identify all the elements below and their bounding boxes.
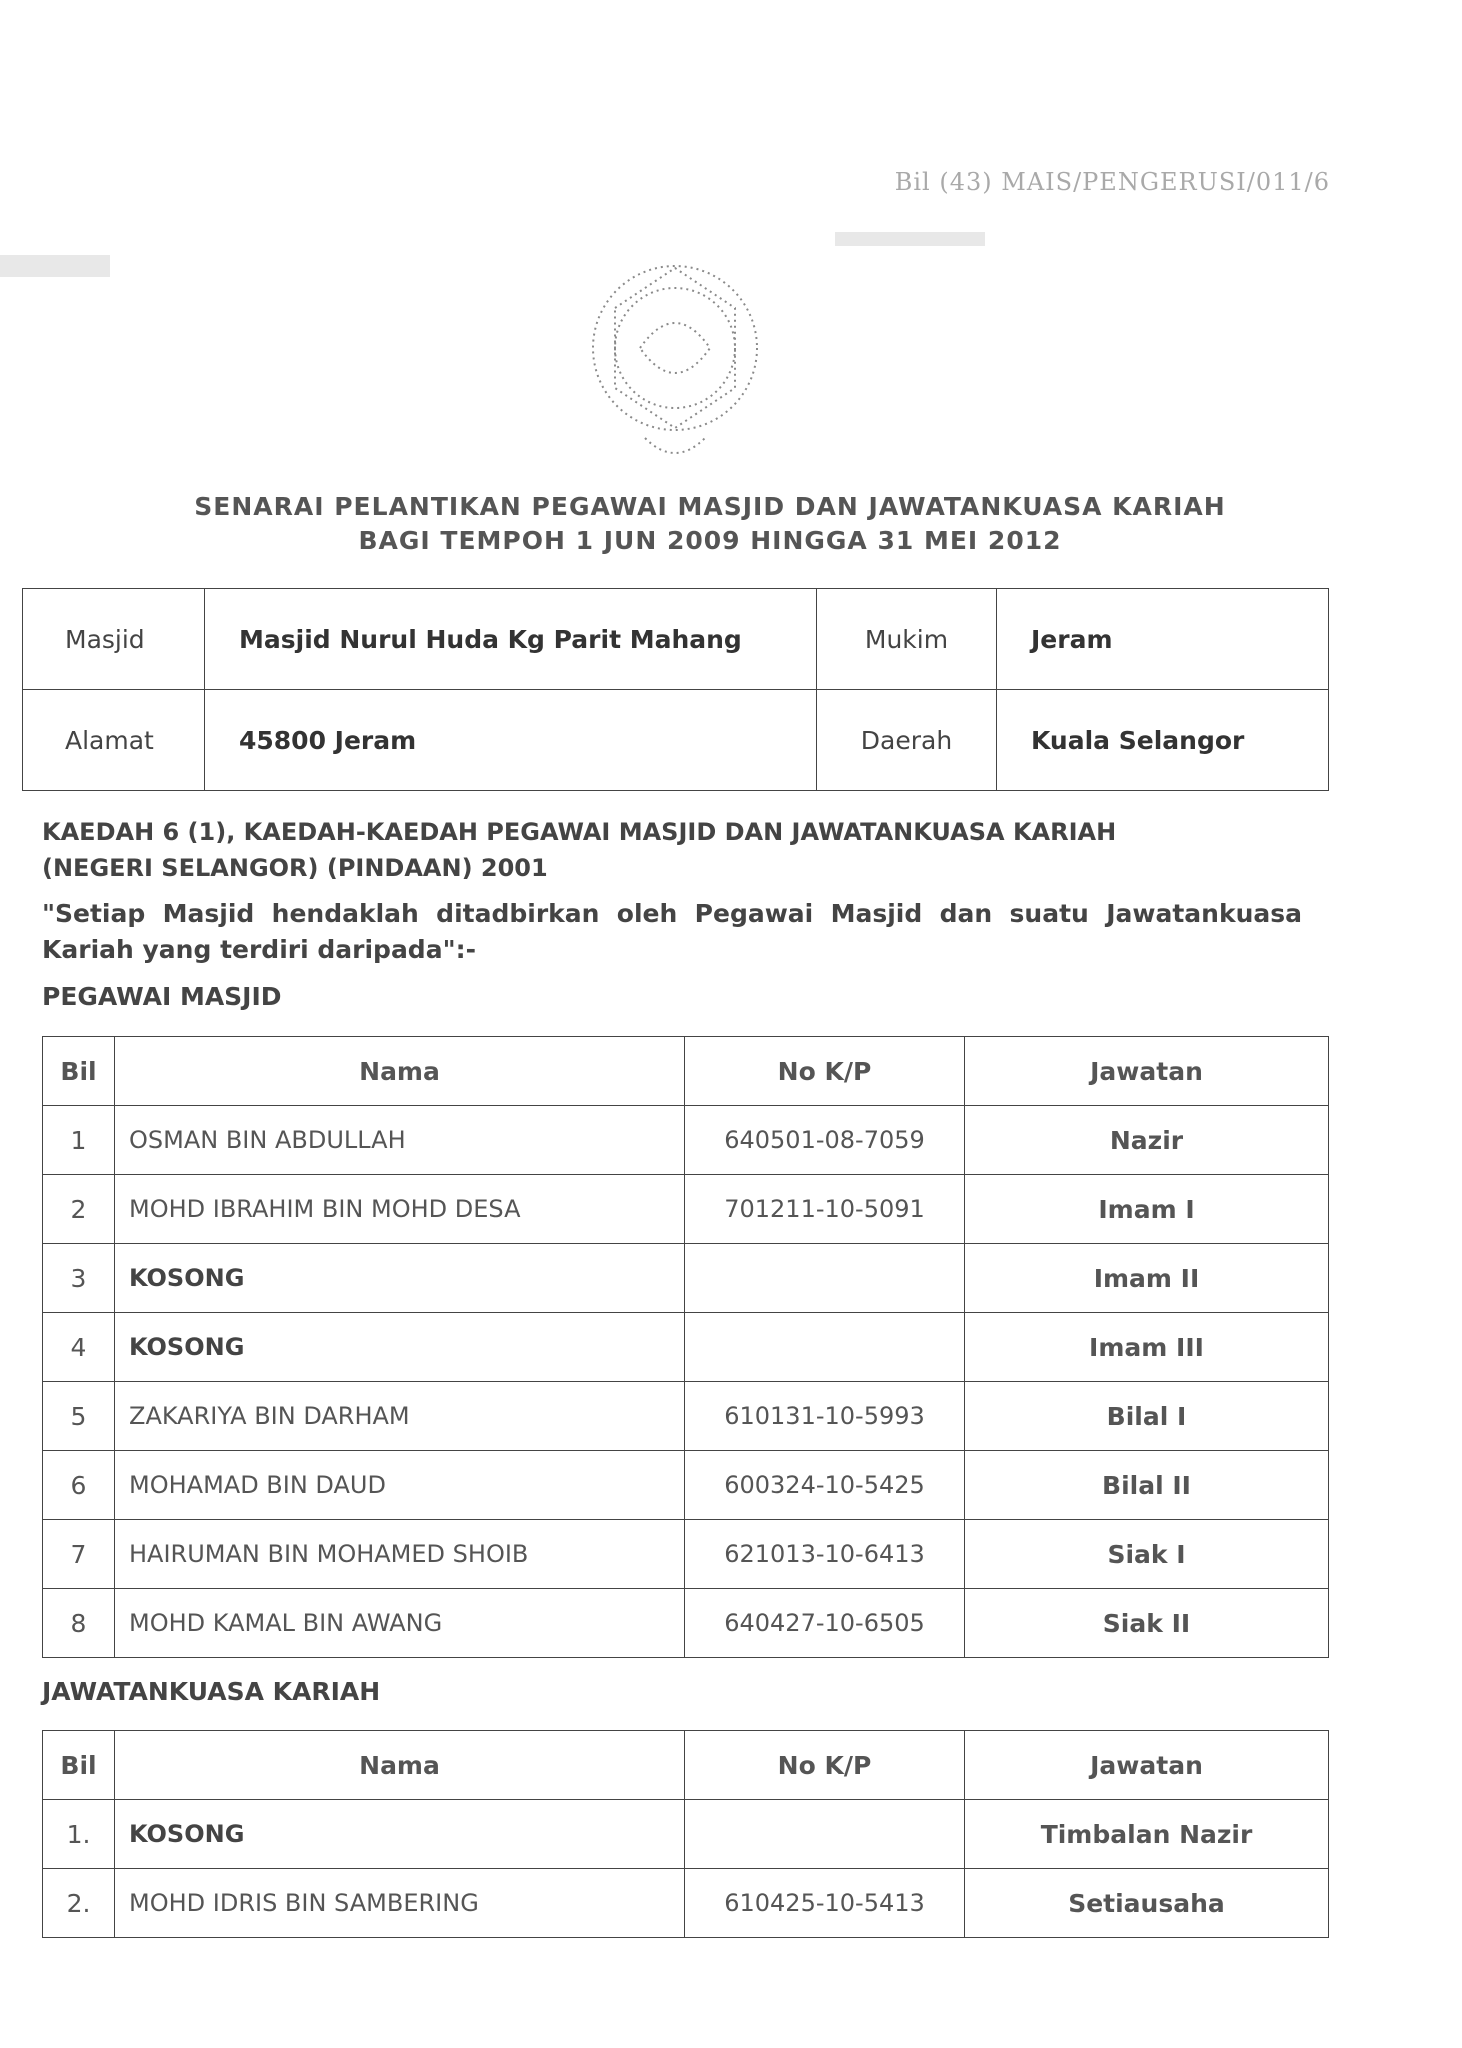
row-name: KOSONG <box>115 1244 685 1313</box>
row-number: 6 <box>43 1451 115 1520</box>
scan-smudge <box>835 232 985 246</box>
row-ic: 640427-10-6505 <box>685 1589 965 1658</box>
row-number: 7 <box>43 1520 115 1589</box>
row-number: 1 <box>43 1106 115 1175</box>
daerah-value: Kuala Selangor <box>997 690 1329 791</box>
mukim-value: Jeram <box>997 589 1329 690</box>
table-row <box>43 1106 1329 1175</box>
row-position: Timbalan Nazir <box>965 1800 1329 1869</box>
row-name: MOHD IBRAHIM BIN MOHD DESA <box>115 1175 685 1244</box>
row-number: 3 <box>43 1244 115 1313</box>
reference-number: Bil (43) MAIS/PENGERUSI/011/6 <box>894 168 1330 196</box>
mukim-label: Mukim <box>817 589 997 690</box>
table-row <box>43 1313 1329 1382</box>
header-bil: Bil <box>43 1037 115 1106</box>
row-ic: 640501-08-7059 <box>685 1106 965 1175</box>
document-title-line-1: SENARAI PELANTIKAN PEGAWAI MASJID DAN JAWATANKUASA KARIAH <box>194 492 1226 521</box>
pegawai-heading: PEGAWAI MASJID <box>42 982 282 1011</box>
row-ic <box>685 1244 965 1313</box>
rule-reference <box>42 814 1302 886</box>
pegawai-table <box>42 1036 1329 1658</box>
table-row <box>43 1382 1329 1451</box>
row-position: Setiausaha <box>965 1869 1329 1938</box>
table-header-row <box>43 1037 1329 1106</box>
table-row <box>43 1800 1329 1869</box>
row-name: MOHD KAMAL BIN AWANG <box>115 1589 685 1658</box>
masjid-label: Masjid <box>23 589 205 690</box>
table-row <box>43 1520 1329 1589</box>
masjid-value: Masjid Nurul Huda Kg Parit Mahang <box>205 589 817 690</box>
alamat-value: 45800 Jeram <box>205 690 817 791</box>
header-nama: Nama <box>115 1037 685 1106</box>
row-ic <box>685 1800 965 1869</box>
rule-line-2: (NEGERI SELANGOR) (PINDAAN) 2001 <box>42 854 548 882</box>
scan-smudge <box>0 255 110 277</box>
row-number: 4 <box>43 1313 115 1382</box>
row-ic: 621013-10-6413 <box>685 1520 965 1589</box>
row-name: OSMAN BIN ABDULLAH <box>115 1106 685 1175</box>
table-header-row <box>43 1731 1329 1800</box>
header-jawatan: Jawatan <box>965 1731 1329 1800</box>
seal-emblem-icon <box>555 238 795 488</box>
jawatankuasa-heading: JAWATANKUASA KARIAH <box>42 1677 381 1706</box>
table-row <box>43 1451 1329 1520</box>
row-position: Bilal II <box>965 1451 1329 1520</box>
document-title-line-2: BAGI TEMPOH 1 JUN 2009 HINGGA 31 MEI 2012 <box>358 526 1062 555</box>
row-ic: 610131-10-5993 <box>685 1382 965 1451</box>
row-position: Siak II <box>965 1589 1329 1658</box>
row-position: Imam III <box>965 1313 1329 1382</box>
rule-line-1: KAEDAH 6 (1), KAEDAH-KAEDAH PEGAWAI MASJID DAN JAWATANKUASA KARIAH <box>42 818 1117 846</box>
row-name: KOSONG <box>115 1313 685 1382</box>
jawatankuasa-table <box>42 1730 1329 1938</box>
row-number: 8 <box>43 1589 115 1658</box>
mosque-info-row <box>23 690 1329 791</box>
row-name: MOHD IDRIS BIN SAMBERING <box>115 1869 685 1938</box>
row-number: 5 <box>43 1382 115 1451</box>
row-position: Siak I <box>965 1520 1329 1589</box>
row-number: 2 <box>43 1175 115 1244</box>
row-number: 1. <box>43 1800 115 1869</box>
row-name: HAIRUMAN BIN MOHAMED SHOIB <box>115 1520 685 1589</box>
row-ic: 610425-10-5413 <box>685 1869 965 1938</box>
header-jawatan: Jawatan <box>965 1037 1329 1106</box>
row-ic: 600324-10-5425 <box>685 1451 965 1520</box>
header-nama: Nama <box>115 1731 685 1800</box>
header-ic: No K/P <box>685 1731 965 1800</box>
daerah-label: Daerah <box>817 690 997 791</box>
table-row <box>43 1869 1329 1938</box>
alamat-label: Alamat <box>23 690 205 791</box>
row-name: MOHAMAD BIN DAUD <box>115 1451 685 1520</box>
row-ic <box>685 1313 965 1382</box>
table-row <box>43 1244 1329 1313</box>
rule-quote: "Setiap Masjid hendaklah ditadbirkan oleh Pegawai Masjid dan suatu Jawatankuasa Kariah yang terdiri daripada":- <box>42 899 1302 964</box>
row-position: Nazir <box>965 1106 1329 1175</box>
header-bil: Bil <box>43 1731 115 1800</box>
table-row <box>43 1175 1329 1244</box>
table-row <box>43 1589 1329 1658</box>
row-name: KOSONG <box>115 1800 685 1869</box>
row-position: Bilal I <box>965 1382 1329 1451</box>
row-position: Imam I <box>965 1175 1329 1244</box>
row-ic: 701211-10-5091 <box>685 1175 965 1244</box>
row-position: Imam II <box>965 1244 1329 1313</box>
row-number: 2. <box>43 1869 115 1938</box>
header-ic: No K/P <box>685 1037 965 1106</box>
row-name: ZAKARIYA BIN DARHAM <box>115 1382 685 1451</box>
mosque-info-row <box>23 589 1329 690</box>
mosque-info-table <box>22 588 1329 791</box>
